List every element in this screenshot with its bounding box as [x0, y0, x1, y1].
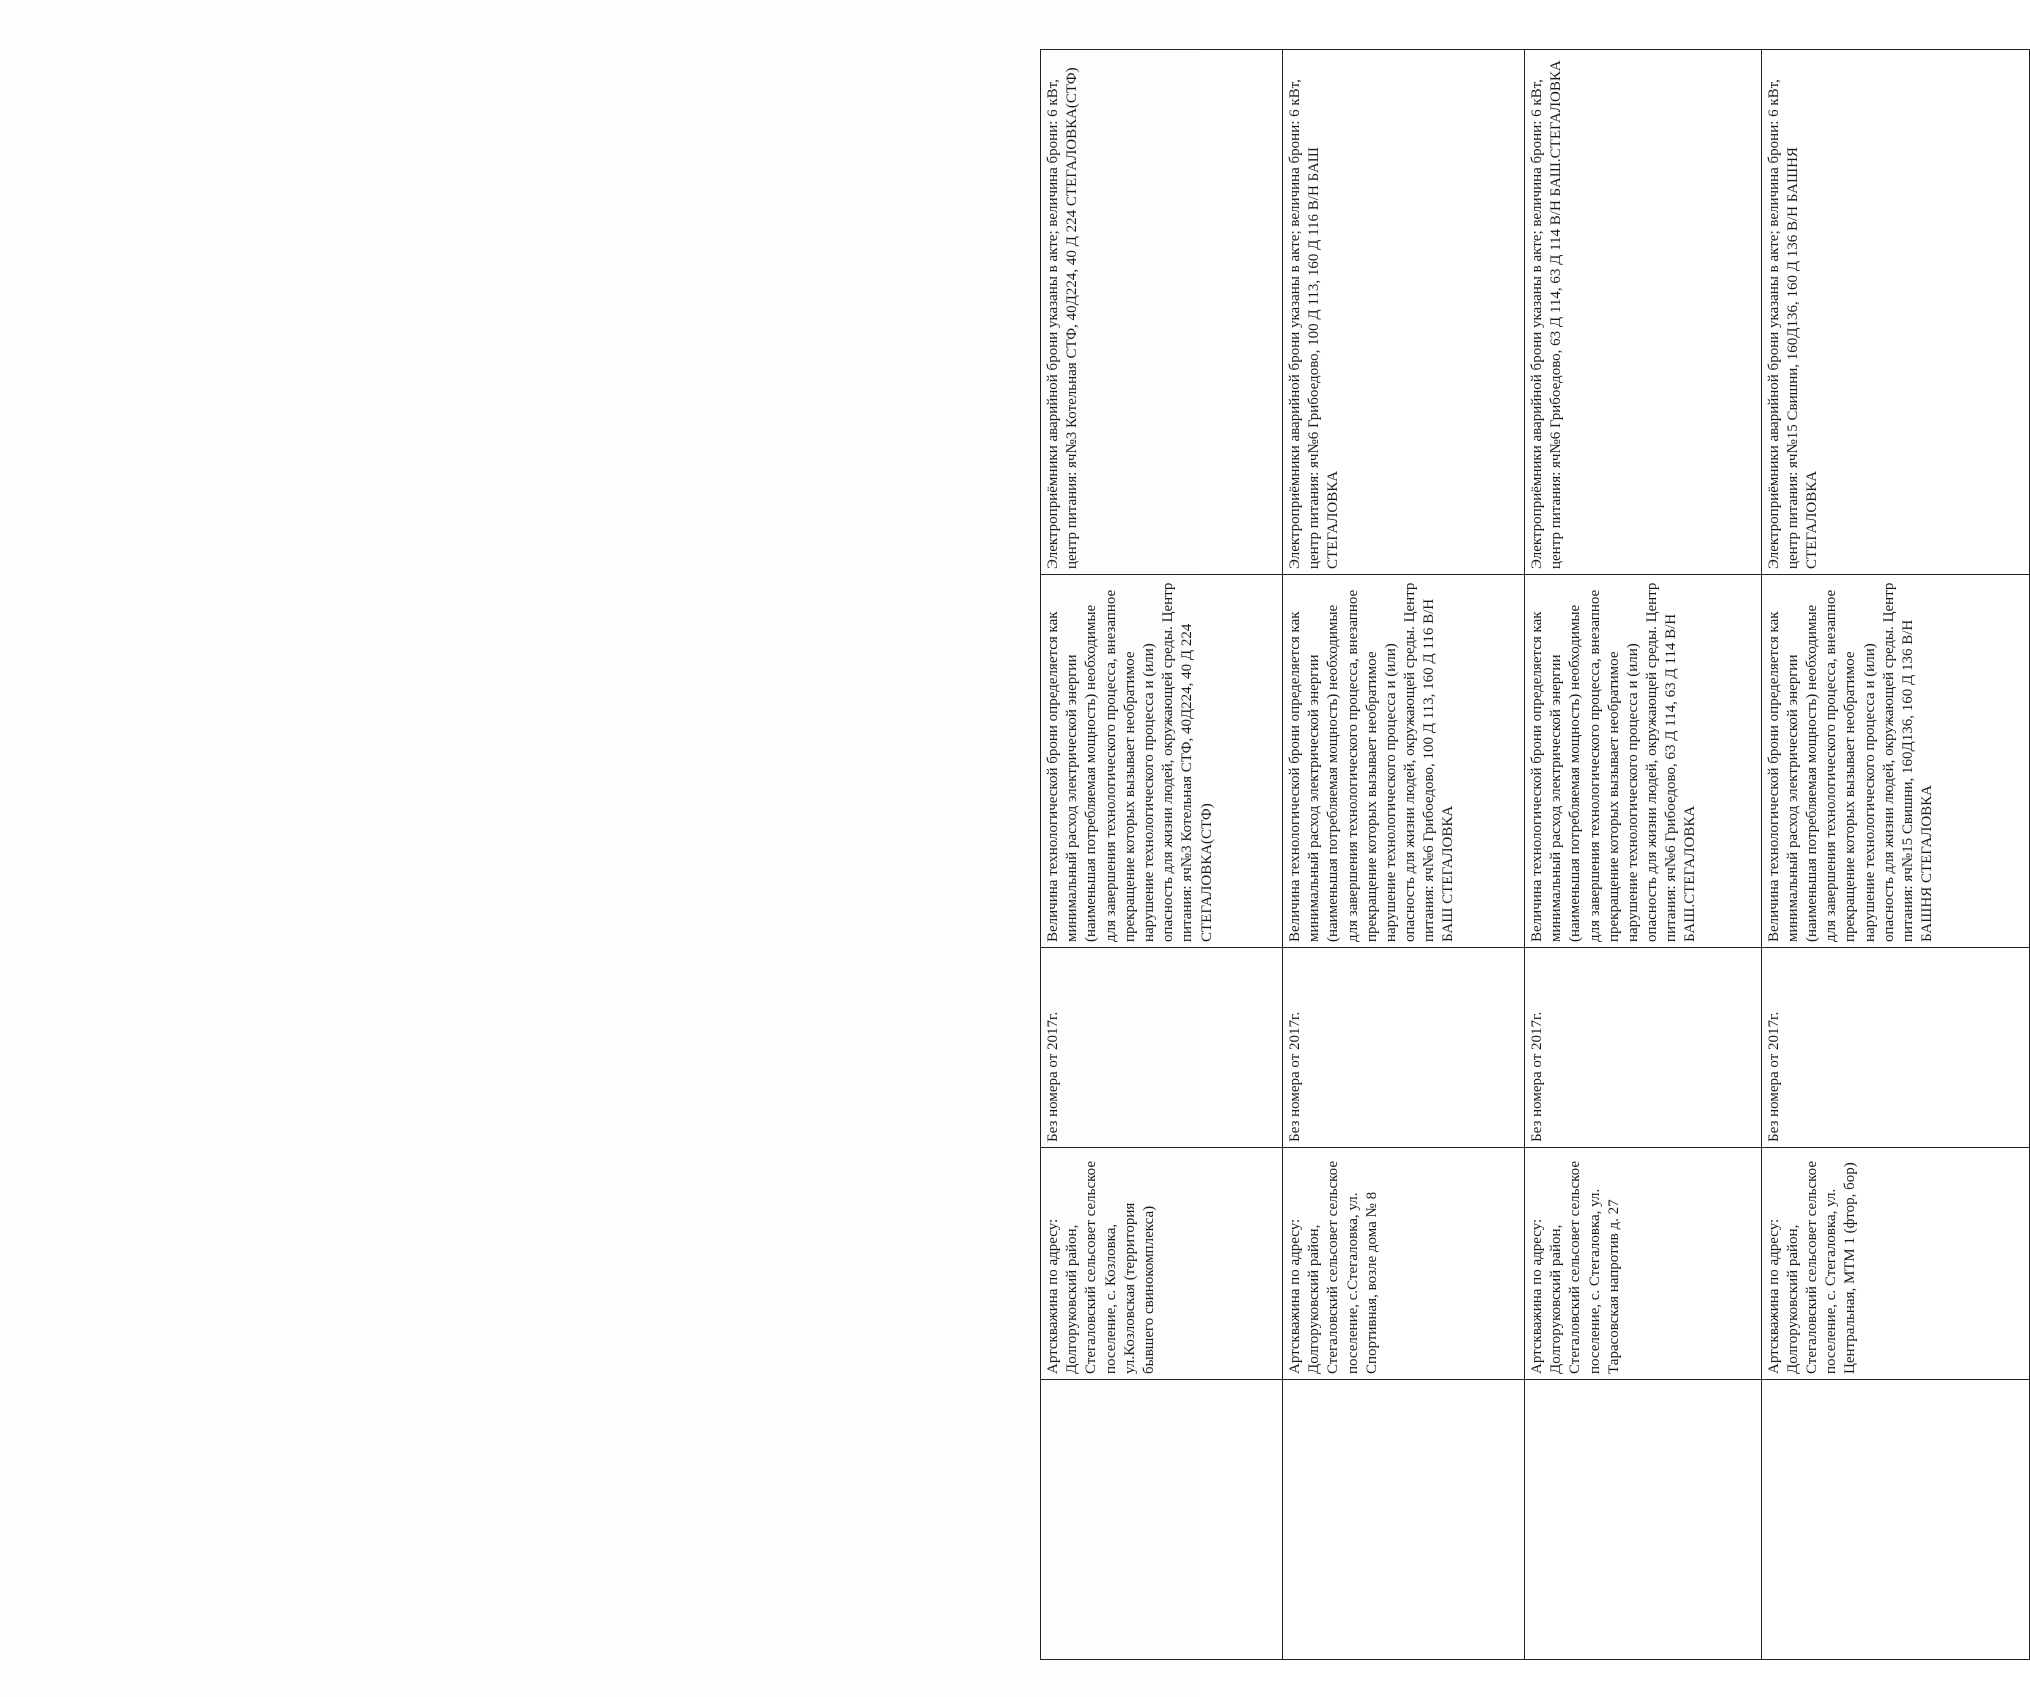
act-cell: Без номера от 2017г.	[1282, 948, 1524, 1148]
object-address-cell: Артскважина по адресу: Долгоруковский район, Стегаловский сельсовет сельское поселение, с. Стегаловка, ул. Тарасовская напротив д. 27	[1524, 1148, 1761, 1380]
object-address-cell: Артскважина по адресу: Долгоруковский район, Стегаловский сельсовет сельское поселение, с. Стегаловка, ул. Центральная, МТМ 1 (фтор, бор)	[1761, 1148, 2029, 1380]
empty-cell	[1282, 1380, 1524, 1660]
emergency-reserve-cell: Электроприёмники аварийной брони указаны в акте; величина брони: 6 кВт, центр питания: яч№6 Грибоедово, 63 Д 114, 63 Д 114 В/Н БАШ.СТЕГАЛОВКА	[1524, 50, 1761, 575]
object-address-cell: Артскважина по адресу: Долгоруковский район, Стегаловский сельсовет сельское поселение, с. Козловка, ул.Козловская (территория бывшего свинокомплекса)	[1041, 1148, 1283, 1380]
tech-reserve-cell: Величина технологической брони определяется как минимальный расход электрической энергии (наименьшая потребляемая мощность) необходимые для завершения технологического процесса, внезапное прекращение которых вызывает необратимое нарушение технологического процесса и (или) опасность для жизни людей, окружающей среды. Центр питания: яч№6 Грибоедово, 63 Д 114, 63 Д 114 В/Н БАШ.СТЕГАЛОВКА	[1524, 575, 1761, 948]
emergency-reserve-table	[1040, 49, 2030, 1660]
table-row	[1282, 50, 1524, 1660]
tech-reserve-cell: Величина технологической брони определяется как минимальный расход электрической энергии (наименьшая потребляемая мощность) необходимые для завершения технологического процесса, внезапное прекращение которых вызывает необратимое нарушение технологического процесса и (или) опасность для жизни людей, окружающей среды. Центр питания: яч№6 Грибоедово, 100 Д 113, 160 Д 116 В/Н БАШ СТЕГАЛОВКА	[1282, 575, 1524, 948]
rotated-table-container	[1040, 50, 2030, 1660]
empty-cell	[1041, 1380, 1283, 1660]
act-cell: Без номера от 2017г.	[1041, 948, 1283, 1148]
emergency-reserve-cell: Электроприёмники аварийной брони указаны в акте; величина брони: 6 кВт, центр питания: яч№15 Свишни, 160Д136, 160 Д 136 В/Н БАШНЯ СТЕГАЛОВКА	[1761, 50, 2029, 575]
table-row	[1041, 50, 1283, 1660]
emergency-reserve-cell: Электроприёмники аварийной брони указаны в акте; величина брони: 6 кВт, центр питания: яч№3 Котельная СТФ, 40Д224, 40 Д 224 СТЕГАЛОВКА(СТФ)	[1041, 50, 1283, 575]
object-address-cell: Артскважина по адресу: Долгоруковский район, Стегаловский сельсовет сельское поселение, с.Стегаловка, ул. Спортивная, возле дома № 8	[1282, 1148, 1524, 1380]
act-cell: Без номера от 2017г.	[1524, 948, 1761, 1148]
empty-cell	[1761, 1380, 2029, 1660]
table-row	[1524, 50, 1761, 1660]
empty-cell	[1524, 1380, 1761, 1660]
act-cell: Без номера от 2017г.	[1761, 948, 2029, 1148]
tech-reserve-cell: Величина технологической брони определяется как минимальный расход электрической энергии (наименьшая потребляемая мощность) необходимые для завершения технологического процесса, внезапное прекращение которых вызывает необратимое нарушение технологического процесса и (или) опасность для жизни людей, окружающей среды. Центр питания: яч№15 Свишни, 160Д136, 160 Д 136 В/Н БАШНЯ СТЕГАЛОВКА	[1761, 575, 2029, 948]
table-row	[1761, 50, 2029, 1660]
emergency-reserve-cell: Электроприёмники аварийной брони указаны в акте; величина брони: 6 кВт, центр питания: яч№6 Грибоедово, 100 Д 113, 160 Д 116 В/Н БАШ СТЕГАЛОВКА	[1282, 50, 1524, 575]
tech-reserve-cell: Величина технологической брони определяется как минимальный расход электрической энергии (наименьшая потребляемая мощность) необходимые для завершения технологического процесса, внезапное прекращение которых вызывает необратимое нарушение технологического процесса и (или) опасность для жизни людей, окружающей среды. Центр питания: яч№3 Котельная СТФ, 40Д224, 40 Д 224 СТЕГАЛОВКА(СТФ)	[1041, 575, 1283, 948]
